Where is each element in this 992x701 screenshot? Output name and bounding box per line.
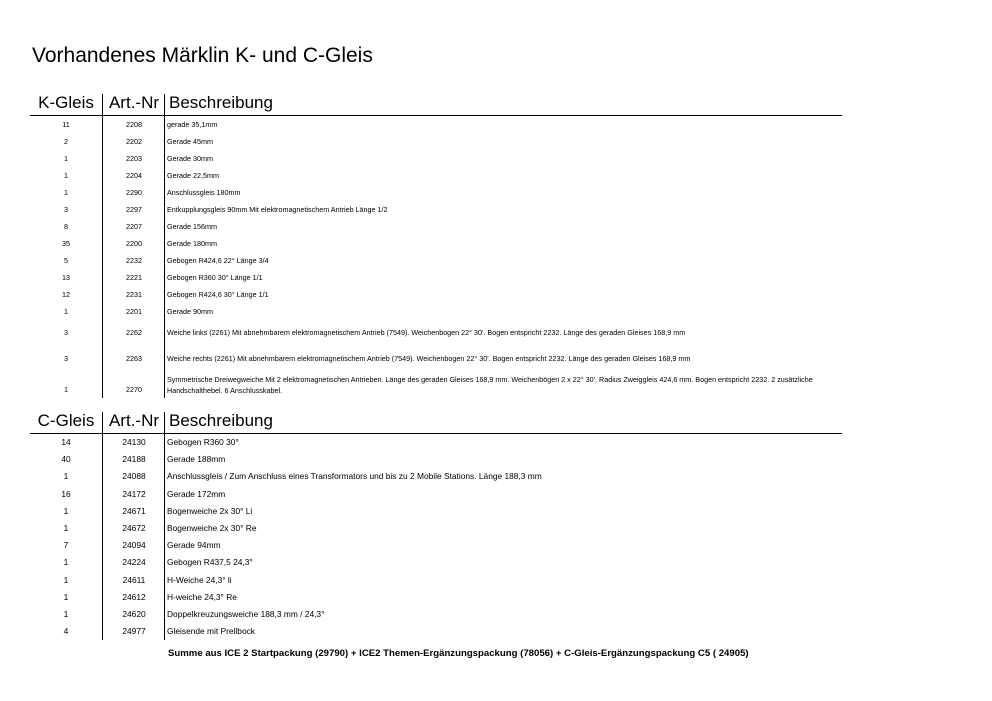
- qty-cell: 13: [62, 273, 70, 282]
- art-cell: 2221: [126, 273, 142, 282]
- art-cell: 24130: [122, 437, 146, 447]
- qty-cell: 11: [62, 120, 70, 129]
- table-row: [30, 150, 842, 167]
- art-cell: 24188: [122, 454, 146, 465]
- c-gleis-table: [30, 410, 842, 640]
- table-row: [30, 606, 842, 623]
- desc-cell: Anschlussgleis 180mm: [167, 188, 241, 197]
- table-row: [30, 572, 842, 589]
- qty-cell: 1: [64, 188, 68, 197]
- desc-cell: Gebogen R437,5 24,3°: [167, 557, 253, 568]
- table-row: [30, 486, 842, 503]
- qty-cell: 3: [64, 354, 68, 363]
- desc-cell: Gerade 94mm: [167, 540, 221, 551]
- art-cell: 24671: [122, 505, 146, 516]
- qty-cell: 35: [62, 239, 70, 248]
- table-row: [30, 451, 842, 468]
- art-cell: 2263: [126, 354, 142, 363]
- qty-cell: 7: [63, 540, 69, 551]
- k-gleis-table: [30, 92, 842, 398]
- table-row: [30, 554, 842, 571]
- k-gleis-header-art: Art.-Nr: [108, 93, 160, 112]
- k-gleis-header-qty: K-Gleis: [38, 93, 94, 112]
- desc-cell: Weiche links (2261) Mit abnehmbarem elektromagnetischem Antrieb (7549). Weichenbogen 22° 30'. Bogen entspricht 2232. Länge des geraden Gleises 168,9 mm: [167, 328, 686, 337]
- table-row: [30, 346, 842, 372]
- desc-cell: Bogenweiche 2x 30° Li: [167, 505, 253, 516]
- qty-cell: 1: [64, 307, 68, 316]
- k-gleis-header-row: [30, 92, 842, 116]
- desc-cell: Doppelkreuzungsweiche 188,3 mm / 24,3°: [167, 608, 325, 619]
- table-row: [30, 286, 842, 303]
- qty-cell: 1: [63, 574, 69, 585]
- art-cell: 24088: [122, 471, 146, 482]
- qty-cell: 1: [63, 608, 69, 619]
- qty-cell: 2: [64, 137, 68, 146]
- c-gleis-header-row: [30, 410, 842, 434]
- c-gleis-rows: [30, 434, 842, 640]
- page-title: Vorhandenes Märklin K- und C-Gleis: [32, 44, 373, 67]
- qty-cell: 1: [64, 154, 68, 163]
- desc-cell: Gerade 172mm: [167, 488, 226, 499]
- art-cell: 2202: [126, 137, 142, 146]
- art-cell: 2297: [126, 205, 142, 214]
- desc-cell: Gerade 90mm: [167, 307, 213, 316]
- art-cell: 2201: [126, 307, 142, 316]
- desc-cell: Weiche rechts (2261) Mit abnehmbarem elektromagnetischem Antrieb (7549). Weichenbogen 22° 30'. Bogen entspricht 2232. Länge des geraden Gleises 168,9 mm: [167, 354, 691, 363]
- art-cell: 24977: [122, 626, 146, 637]
- desc-cell: Gebogen R424,6 30° Länge 1/1: [167, 290, 269, 299]
- qty-cell: 8: [64, 222, 68, 231]
- art-cell: 24611: [122, 574, 146, 585]
- qty-cell: 12: [62, 290, 70, 299]
- art-cell: 2270: [126, 385, 142, 394]
- art-cell: 2290: [126, 188, 142, 197]
- table-row: [30, 252, 842, 269]
- table-row: [30, 269, 842, 286]
- qty-cell: 1: [63, 471, 69, 482]
- table-row: [30, 167, 842, 184]
- table-row: [30, 303, 842, 320]
- art-cell: 24094: [122, 540, 146, 551]
- art-cell: 2203: [126, 154, 142, 163]
- table-row: [30, 623, 842, 640]
- c-gleis-header-desc: Beschreibung: [169, 411, 273, 430]
- desc-cell: Symmetrische Dreiwegweiche Mit 2 elektromagnetischen Antrieben. Länge des geraden Gleises 168,9 mm. Weichenbögen 2 x 22° 30'. Radius Zweiggleis 424,6 mm. Bogen entspricht 2232. 2 zusätzliche Handschalthebel. 6 Anschlusskabel.: [167, 375, 813, 395]
- desc-cell: Gerade 180mm: [167, 239, 217, 248]
- k-gleis-rows: [30, 116, 842, 398]
- table-row: [30, 218, 842, 235]
- art-cell: 2231: [126, 290, 142, 299]
- table-row: [30, 184, 842, 201]
- art-cell: 24672: [122, 522, 146, 533]
- table-row: [30, 116, 842, 133]
- art-cell: 2207: [126, 222, 142, 231]
- table-row: [30, 372, 842, 398]
- desc-cell: gerade 35,1mm: [167, 120, 218, 129]
- desc-cell: Gleisende mit Prellbock: [167, 626, 255, 637]
- qty-cell: 14: [61, 437, 71, 447]
- qty-cell: 40: [61, 454, 71, 465]
- qty-cell: 1: [64, 171, 68, 180]
- table-row: [30, 468, 842, 485]
- summary-text: Summe aus ICE 2 Startpackung (29790) + ICE2 Themen-Ergänzungspackung (78056) + C-Gleis-Ergänzungspackung C5 ( 24905): [168, 648, 749, 659]
- desc-cell: Gerade 22,5mm: [167, 171, 219, 180]
- table-row: [30, 520, 842, 537]
- art-cell: 2208: [126, 120, 142, 129]
- desc-cell: H-Weiche 24,3° li: [167, 574, 232, 585]
- desc-cell: Gerade 30mm: [167, 154, 213, 163]
- art-cell: 24612: [122, 591, 146, 602]
- table-row: [30, 589, 842, 606]
- desc-cell: Gerade 156mm: [167, 222, 217, 231]
- qty-cell: 4: [63, 626, 69, 637]
- desc-cell: Gerade 188mm: [167, 454, 226, 465]
- qty-cell: 3: [64, 328, 68, 337]
- desc-cell: Bogenweiche 2x 30° Re: [167, 522, 257, 533]
- qty-cell: 5: [64, 256, 68, 265]
- desc-cell: Entkupplungsgleis 90mm Mit elektromagnetischem Antrieb Länge 1/2: [167, 205, 388, 214]
- desc-cell: Gebogen R360 30°: [167, 437, 239, 447]
- qty-cell: 1: [63, 522, 69, 533]
- desc-cell: Anschlussgleis / Zum Anschluss eines Transformators und bis zu 2 Mobile Stations. Länge 188,3 mm: [167, 471, 542, 482]
- art-cell: 2262: [126, 328, 142, 337]
- art-cell: 2232: [126, 256, 142, 265]
- desc-cell: Gerade 45mm: [167, 137, 213, 146]
- art-cell: 24172: [122, 488, 146, 499]
- art-cell: 2200: [126, 239, 142, 248]
- qty-cell: 16: [61, 488, 71, 499]
- c-gleis-header-qty: C-Gleis: [37, 411, 95, 430]
- art-cell: 24224: [122, 557, 146, 568]
- k-gleis-header-desc: Beschreibung: [169, 93, 273, 112]
- art-cell: 2204: [126, 171, 142, 180]
- table-row: [30, 434, 842, 451]
- qty-cell: 1: [63, 505, 69, 516]
- qty-cell: 3: [64, 205, 68, 214]
- table-row: [30, 201, 842, 218]
- desc-cell: Gebogen R360 30° Länge 1/1: [167, 273, 263, 282]
- desc-cell: H-weiche 24,3° Re: [167, 591, 237, 602]
- table-row: [30, 537, 842, 554]
- c-gleis-header-art: Art.-Nr: [108, 411, 160, 430]
- desc-cell: Gebogen R424,6 22° Länge 3/4: [167, 256, 269, 265]
- qty-cell: 1: [64, 385, 68, 394]
- table-row: [30, 503, 842, 520]
- table-row: [30, 133, 842, 150]
- qty-cell: 1: [63, 557, 69, 568]
- table-row: [30, 235, 842, 252]
- qty-cell: 1: [63, 591, 69, 602]
- art-cell: 24620: [122, 608, 146, 619]
- table-row: [30, 320, 842, 346]
